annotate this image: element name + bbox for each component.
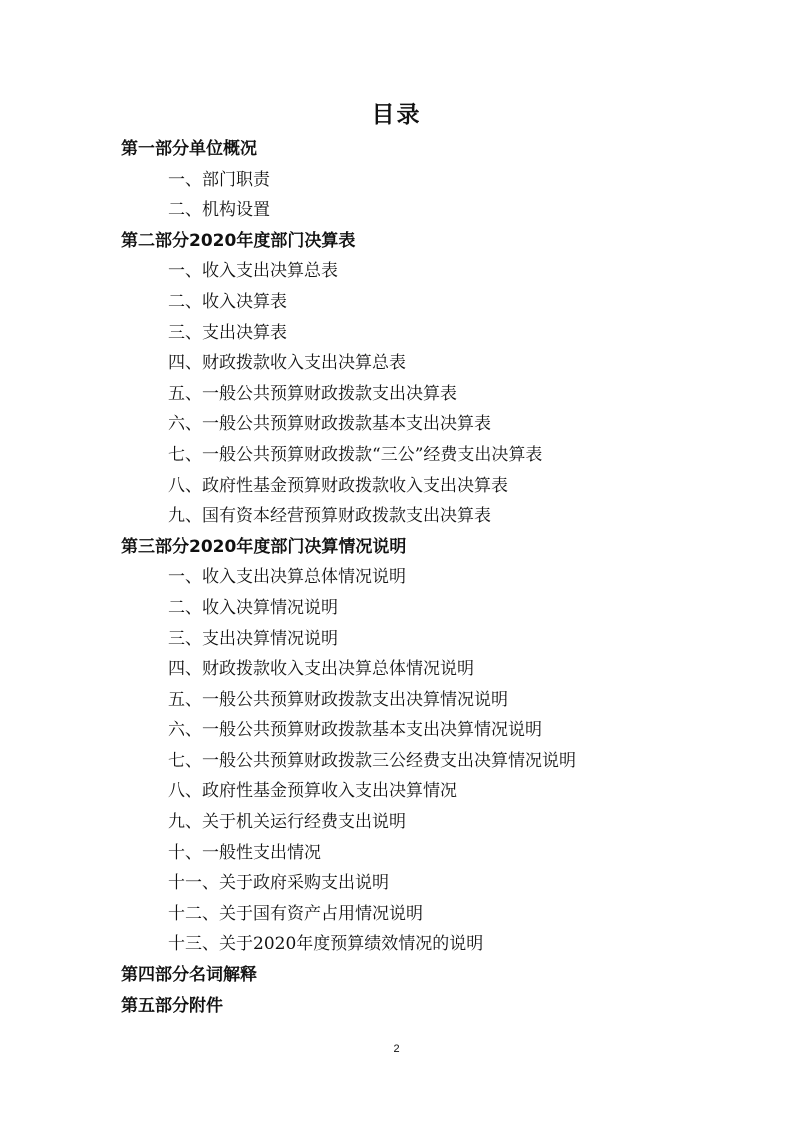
toc-item: 一、部门职责 xyxy=(168,169,270,190)
toc-item: 二、收入决算表 xyxy=(168,291,287,312)
page-number: 2 xyxy=(393,1043,400,1055)
toc-item: 五、一般公共预算财政拨款支出决算情况说明 xyxy=(168,689,508,710)
toc-item: 十三、关于2020年度预算绩效情况的说明 xyxy=(168,934,484,955)
toc-item: 一、收入支出决算总表 xyxy=(168,261,338,282)
toc-item: 八、政府性基金预算收入支出决算情况 xyxy=(168,781,457,802)
toc-item: 十、一般性支出情况 xyxy=(168,842,321,863)
toc-item: 三、支出决算表 xyxy=(168,322,287,343)
toc-item: 八、政府性基金预算财政拨款收入支出决算表 xyxy=(168,475,508,496)
toc-item: 六、一般公共预算财政拨款基本支出决算表 xyxy=(168,414,491,435)
toc-part-4: 第四部分名词解释 xyxy=(121,965,257,986)
toc-item: 九、关于机关运行经费支出说明 xyxy=(168,812,406,833)
toc-item: 七、一般公共预算财政拨款三公经费支出决算情况说明 xyxy=(168,750,576,771)
toc-item: 七、一般公共预算财政拨款“三公”经费支出决算表 xyxy=(168,444,543,465)
toc-item: 二、收入决算情况说明 xyxy=(168,597,338,618)
toc-part-3: 第三部分2020年度部门决算情况说明 xyxy=(121,536,407,557)
toc-item: 十一、关于政府采购支出说明 xyxy=(168,873,389,894)
page-title: 目录 xyxy=(371,102,422,128)
toc-item: 四、财政拨款收入支出决算总表 xyxy=(168,353,406,374)
toc-part-2: 第二部分2020年度部门决算表 xyxy=(121,230,356,251)
toc-item: 十二、关于国有资产占用情况说明 xyxy=(168,903,423,924)
toc-part-1: 第一部分单位概况 xyxy=(121,139,257,159)
table-of-contents xyxy=(121,134,681,1021)
toc-item: 五、一般公共预算财政拨款支出决算表 xyxy=(168,383,457,404)
toc-item: 二、机构设置 xyxy=(168,200,270,221)
toc-item: 三、支出决算情况说明 xyxy=(168,628,338,649)
toc-item: 一、收入支出决算总体情况说明 xyxy=(168,567,406,588)
toc-item: 四、财政拨款收入支出决算总体情况说明 xyxy=(168,659,474,680)
toc-part-5: 第五部分附件 xyxy=(121,995,223,1016)
toc-item: 六、一般公共预算财政拨款基本支出决算情况说明 xyxy=(168,720,542,741)
toc-item: 九、国有资本经营预算财政拨款支出决算表 xyxy=(168,506,491,527)
